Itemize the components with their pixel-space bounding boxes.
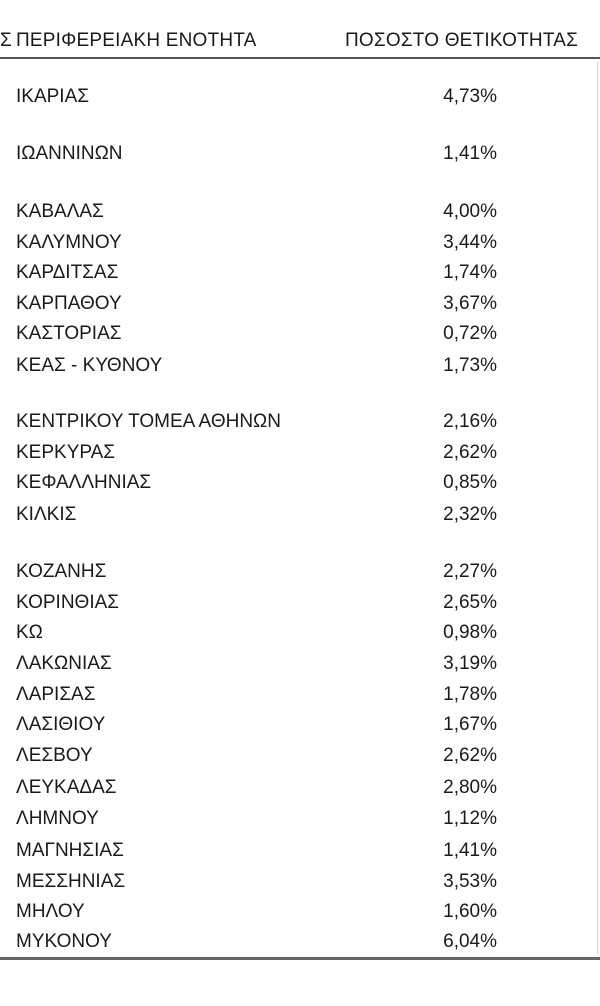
region-name: ΚΑΛΥΜΝΟΥ: [16, 232, 122, 253]
table-row: [0, 262, 600, 288]
positivity-value: 1,12%: [443, 808, 497, 829]
header-region: ΠΕΡΙΦΕΡΕΙΑΚΗ ΕΝΟΤΗΤΑ: [16, 30, 257, 51]
table-row: [0, 504, 600, 530]
positivity-value: 0,98%: [443, 622, 497, 643]
table-row: [0, 143, 600, 169]
table-row: [0, 232, 600, 258]
bottom-rule: [0, 957, 600, 960]
region-name: ΚΑΣΤΟΡΙΑΣ: [16, 323, 122, 344]
region-name: ΜΑΓΝΗΣΙΑΣ: [16, 840, 124, 861]
region-name: ΚΕΝΤΡΙΚΟΥ ΤΟΜΕΑ ΑΘΗΝΩΝ: [16, 411, 281, 432]
region-name: ΚΟΖΑΝΗΣ: [16, 561, 107, 582]
table-row: [0, 355, 600, 381]
positivity-value: 2,62%: [443, 745, 497, 766]
positivity-value: 1,78%: [443, 684, 497, 705]
region-name: ΛΑΚΩΝΙΑΣ: [16, 653, 112, 674]
region-name: ΛΗΜΝΟΥ: [16, 808, 99, 829]
region-name: ΚΑΡΔΙΤΣΑΣ: [16, 262, 119, 283]
positivity-value: 1,67%: [443, 714, 497, 735]
positivity-value: 3,53%: [443, 871, 497, 892]
positivity-value: 1,73%: [443, 355, 497, 376]
table-row: [0, 871, 600, 897]
positivity-value: 1,74%: [443, 262, 497, 283]
region-name: ΚΕΡΚΥΡΑΣ: [16, 442, 116, 463]
table-row: [0, 201, 600, 227]
table-row: [0, 684, 600, 710]
positivity-value: 4,73%: [443, 86, 497, 107]
region-name: ΛΑΣΙΘΙΟΥ: [16, 714, 106, 735]
region-name: ΛΕΥΚΑΔΑΣ: [16, 777, 117, 798]
header-positivity-rate: ΠΟΣΟΣΤΟ ΘΕΤΙΚΟΤΗΤΑΣ: [345, 30, 579, 51]
table-row: [0, 442, 600, 468]
positivity-value: 2,27%: [443, 561, 497, 582]
table-row: [0, 714, 600, 740]
table-row: [0, 472, 600, 498]
table-row: [0, 86, 600, 112]
positivity-value: 2,65%: [443, 592, 497, 613]
region-name: ΚΕΑΣ - ΚΥΘΝΟΥ: [16, 355, 163, 376]
table-row: [0, 653, 600, 679]
table-row: [0, 840, 600, 866]
table-header: [0, 30, 600, 58]
table-row: [0, 411, 600, 437]
table-row: [0, 931, 600, 957]
region-name: ΚΑΡΠΑΘΟΥ: [16, 293, 122, 314]
region-name: ΙΩΑΝΝΙΝΩΝ: [16, 143, 123, 164]
region-name: ΚΙΛΚΙΣ: [16, 504, 77, 525]
header-clipped-mark: Σ: [0, 30, 12, 51]
region-name: ΛΕΣΒΟΥ: [16, 745, 93, 766]
positivity-value: 1,60%: [443, 901, 497, 922]
region-name: ΚΕΦΑΛΛΗΝΙΑΣ: [16, 472, 152, 493]
table-row: [0, 293, 600, 319]
positivity-value: 3,44%: [443, 232, 497, 253]
positivity-value: 2,16%: [443, 411, 497, 432]
region-name: ΙΚΑΡΙΑΣ: [16, 86, 89, 107]
positivity-value: 6,04%: [443, 931, 497, 952]
region-name: ΚΩ: [16, 622, 43, 643]
table-row: [0, 592, 600, 618]
region-name: ΜΥΚΟΝΟΥ: [16, 931, 112, 952]
table-row: [0, 561, 600, 587]
positivity-value: 4,00%: [443, 201, 497, 222]
positivity-value: 2,32%: [443, 504, 497, 525]
header-rule: [0, 57, 600, 59]
positivity-value: 1,41%: [443, 840, 497, 861]
table-row: [0, 808, 600, 834]
positivity-value: 2,80%: [443, 777, 497, 798]
positivity-value: 1,41%: [443, 143, 497, 164]
region-name: ΜΗΛΟΥ: [16, 901, 85, 922]
table-row: [0, 901, 600, 927]
region-name: ΛΑΡΙΣΑΣ: [16, 684, 96, 705]
region-name: ΜΕΣΣΗΝΙΑΣ: [16, 871, 126, 892]
table-row: [0, 323, 600, 349]
positivity-value: 3,19%: [443, 653, 497, 674]
positivity-value: 0,85%: [443, 472, 497, 493]
table-row: [0, 777, 600, 803]
table-row: [0, 622, 600, 648]
table-row: [0, 745, 600, 771]
region-name: ΚΟΡΙΝΘΙΑΣ: [16, 592, 120, 613]
positivity-value: 3,67%: [443, 293, 497, 314]
positivity-value: 0,72%: [443, 323, 497, 344]
positivity-value: 2,62%: [443, 442, 497, 463]
region-name: ΚΑΒΑΛΑΣ: [16, 201, 104, 222]
